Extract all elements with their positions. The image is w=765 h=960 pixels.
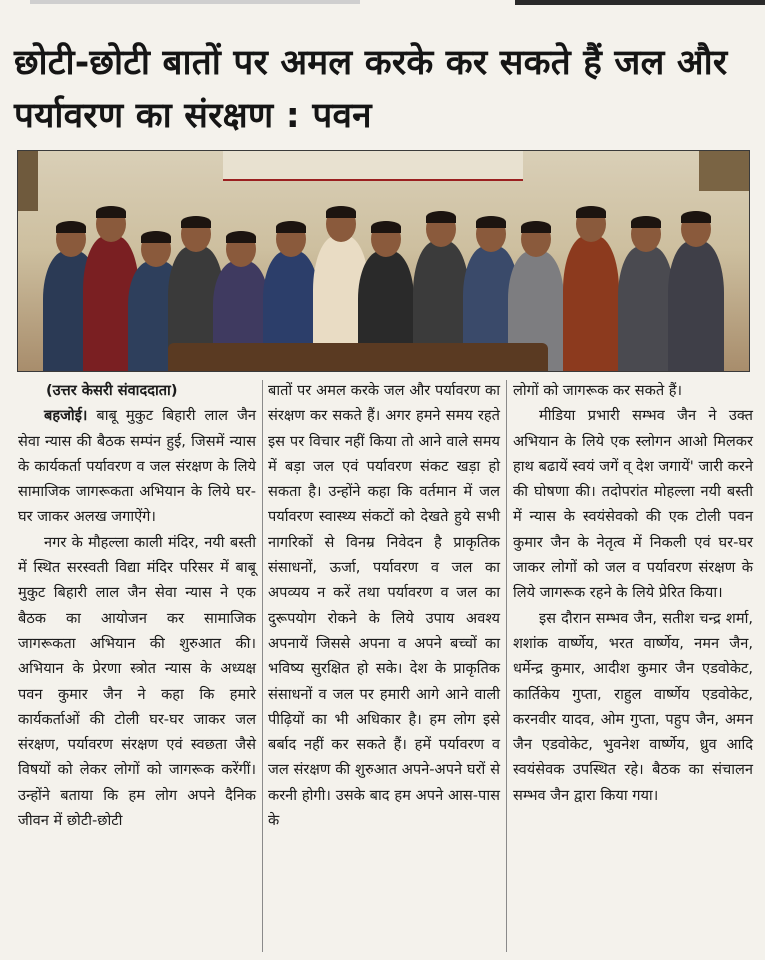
group-photo xyxy=(17,150,750,372)
person-3-hair xyxy=(141,231,171,243)
person-5-hair xyxy=(226,231,256,243)
column-rule-2 xyxy=(506,380,507,952)
paragraph-3: मीडिया प्रभारी सम्भव जैन ने उक्त अभियान के लिये एक स्लोगन आओ मिलकर हाथ बढायें स्वयं जगें व् देश जगायें' जारी करने की घोषणा की। तदोपरांत मोहल्ला नयी बस्ती में न्यास के स्वयंसेवको की एक टोली पवन कुमार जैन के नेतृत्व में निकली एवं घर-घर जाकर लोगों को जल व पर्यावरण संरक्षण के लिये जागरूक रहने के लिये प्रेरित किया। xyxy=(513,407,753,602)
reporter-credit: (उत्तर केसरी संवाददाता) xyxy=(46,382,178,399)
paragraph-1 xyxy=(18,403,256,529)
person-13-hair xyxy=(631,216,661,228)
person-11-hair xyxy=(521,221,551,233)
person-12 xyxy=(563,236,619,371)
person-6-hair xyxy=(276,221,306,233)
person-12-hair xyxy=(576,206,606,218)
paragraph-2: नगर के मौहल्ला काली मंदिर, नयी बस्ती में स्थित सरस्वती विद्या मंदिर परिसर में बाबू मुकुट बिहारी लाल जैन सेवा न्यास ने एक बैठक का आयोजन कर सामाजिक जागरूकता अभियान की शुरुआत की। अभियान के प्रेरणा स्त्रोत न्यास के अध्यक्ष पवन कुमार जैन ने कहा कि हमारे कार्यकर्ताओं की टोली घर-घर जाकर जल संरक्षण, पर्यावरण संरक्षण एवं स्वछता जैसे विषयों को लेकर लोगों को जागरूक करेंगीं। उन्होंने बताया कि हम लोग अपने दैनिक जीवन में छोटी-छोटी xyxy=(18,533,256,830)
person-13 xyxy=(618,246,674,371)
dateline: बहजोई। xyxy=(44,407,88,425)
article-column-2 xyxy=(268,378,500,833)
table xyxy=(168,343,548,371)
article-column-3 xyxy=(513,378,753,808)
paragraph-4: इस दौरान सम्भव जैन, सतीश चन्द्र शर्मा, शशांक वार्ष्णेय, भरत वार्ष्णेय, नमन जैन, धर्मेन्द्र कुमार, आदीश कुमार जैन एडवोकेट, कार्तिकेय गुप्ता, राहुल वार्ष्णेय एडवोकेट, करनवीर यादव, ओम गुप्ता, पहुप जैन, अमन जैन एडवोकेट, भुवनेश वार्ष्णेय, ध्रुव आदि स्वयंसेवक उपस्थित रहे। बैठक का संचालन सम्भव जैन द्वारा किया गया। xyxy=(513,609,753,804)
top-border-bar xyxy=(515,0,765,5)
top-strip xyxy=(0,0,765,12)
wall-frame-right xyxy=(699,151,749,191)
wall-banner xyxy=(223,151,523,181)
column-rule-1 xyxy=(262,380,263,952)
wall-frame-left xyxy=(18,151,38,211)
person-8-hair xyxy=(371,221,401,233)
person-4-hair xyxy=(181,216,211,228)
person-14 xyxy=(668,241,724,371)
article-column-1 xyxy=(18,378,256,833)
person-1-hair xyxy=(56,221,86,233)
paragraph-1-text: बाबू मुकुट बिहारी लाल जैन सेवा न्यास की बैठक सम्पंन हुई, जिसमें न्यास के कार्यकर्ता पर्यावरण व जल संरक्षण के लिये सामाजिक जागरूकता अभियान के लिये घर-घर जाकर अलख जगाऐंगे। xyxy=(18,407,256,526)
person-14-hair xyxy=(681,211,711,223)
person-10-hair xyxy=(476,216,506,228)
headline: छोटी-छोटी बातों पर अमल करके कर सकते हैं जल और पर्यावरण का संरक्षण : पवन xyxy=(14,43,728,137)
person-2-hair xyxy=(96,206,126,218)
person-9-hair xyxy=(426,211,456,223)
paragraph-2-end: लोगों को जागरूक कर सकते हैं। xyxy=(513,382,683,399)
previous-article-fragment xyxy=(30,0,360,4)
person-7-hair xyxy=(326,206,356,218)
paragraph-2-continued: बातों पर अमल करके जल और पर्यावरण का संरक्षण कर सकते हैं। अगर हमने समय रहते इस पर विचार नहीं किया तो आने वाले समय में बड़ा जल एवं पर्यावरण संकट खड़ा हो सकता है। उन्होंने कहा कि वर्तमान में जल पर्यावरण स्वास्थ्य संकटों को देखते हुये सभी नागरिकों से विनम्र निवेदन है प्राकृतिक संसाधनों, ऊर्जा, पर्यावरण व जल का अपव्यय न करें तथा पर्यावरण व जल का दुरूपयोग रोकने के लिये उपाय अवश्य अपनायें जिससे अपना व अपने बच्चों का भविष्य सुरक्षित हो सके। देश के प्राकृतिक संसाधनों व जल पर हमारी आगे आने वाली पीढ़ियों का भी अधिकार है। हम लोग इसे बर्बाद नहीं कर सकते हैं। हमें पर्यावरण व जल संरक्षण की शुरुआत अपने-अपने घरों से करनी होगी। उसके बाद हम अपने आस-पास के xyxy=(268,382,500,830)
